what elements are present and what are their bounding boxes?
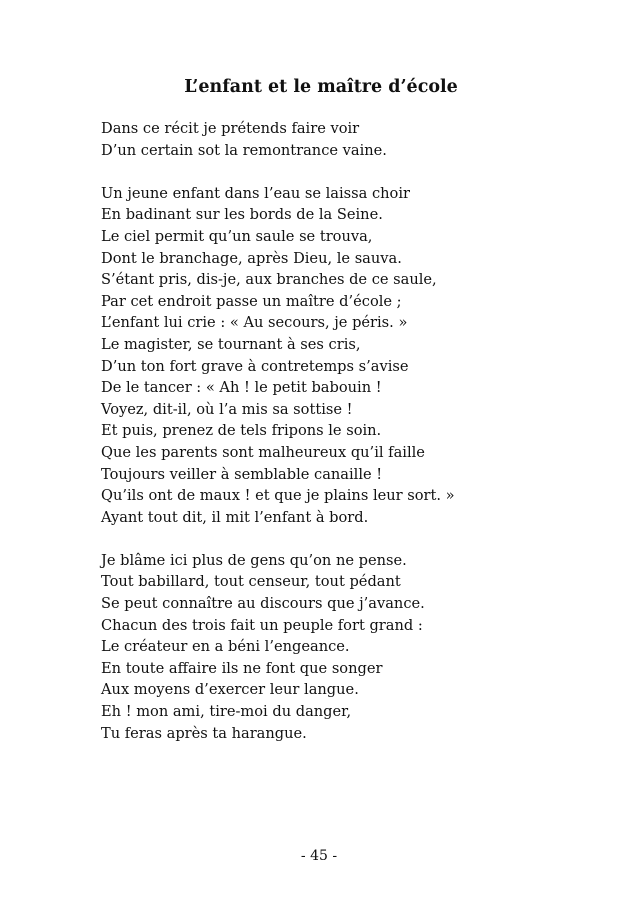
poem-line: L’enfant lui crie : « Au secours, je péris. »: [101, 314, 408, 332]
poem-line: Tu feras après ta harangue.: [101, 724, 307, 742]
poem-line: Je blâme ici plus de gens qu’on ne pense.: [101, 551, 407, 569]
poem-line: D’un certain sot la remontrance vaine.: [101, 141, 387, 159]
poem-line: D’un ton fort grave à contretemps s’avise: [101, 357, 409, 375]
poem-line: Le créateur en a béni l’engeance.: [101, 638, 350, 656]
poem-title-text: L’enfant et le maître d’école: [184, 77, 458, 97]
poem-line: Tout babillard, tout censeur, tout pédant: [101, 573, 401, 591]
poem-line: Voyez, dit-il, où l’a mis sa sottise !: [101, 400, 353, 418]
poem-line: Aux moyens d’exercer leur langue.: [101, 681, 359, 699]
poem-line: Le magister, se tournant à ses cris,: [101, 335, 361, 353]
poem-title: [0, 75, 638, 99]
poem-line: Ayant tout dit, il mit l’enfant à bord.: [101, 508, 369, 526]
poem-line: Eh ! mon ami, tire-moi du danger,: [101, 703, 352, 721]
poem-line: De le tancer : « Ah ! le petit babouin !: [101, 379, 382, 397]
poem-line: S’étant pris, dis-je, aux branches de ce saule,: [101, 271, 437, 289]
poem-line: Toujours veiller à semblable canaille !: [101, 465, 383, 483]
poem-body: [101, 118, 621, 766]
stanza-1: [101, 118, 621, 161]
poem-line: Qu’ils ont de maux ! et que je plains leur sort. »: [101, 487, 455, 505]
poem-line: Dans ce récit je prétends faire voir: [101, 120, 360, 137]
poem-line: Par cet endroit passe un maître d’école ;: [101, 292, 402, 310]
poem-line: Un jeune enfant dans l’eau se laissa choir: [101, 184, 410, 202]
poem-line: Le ciel permit qu’un saule se trouva,: [101, 227, 373, 245]
poem-line: Dont le branchage, après Dieu, le sauva.: [101, 249, 402, 267]
poem-line: Se peut connaître au discours que j’avance.: [101, 595, 425, 613]
poem-line: Que les parents sont malheureux qu’il faille: [101, 443, 425, 461]
poem-line: En badinant sur les bords de la Seine.: [101, 206, 383, 224]
page-number: - 45 -: [300, 848, 338, 864]
poem-line: Chacun des trois fait un peuple fort grand :: [101, 616, 423, 634]
stanza-3: [101, 550, 621, 744]
poem-line: Et puis, prenez de tels fripons le soin.: [101, 422, 382, 440]
poem-line: En toute affaire ils ne font que songer: [101, 659, 383, 677]
stanza-2: [101, 183, 621, 529]
